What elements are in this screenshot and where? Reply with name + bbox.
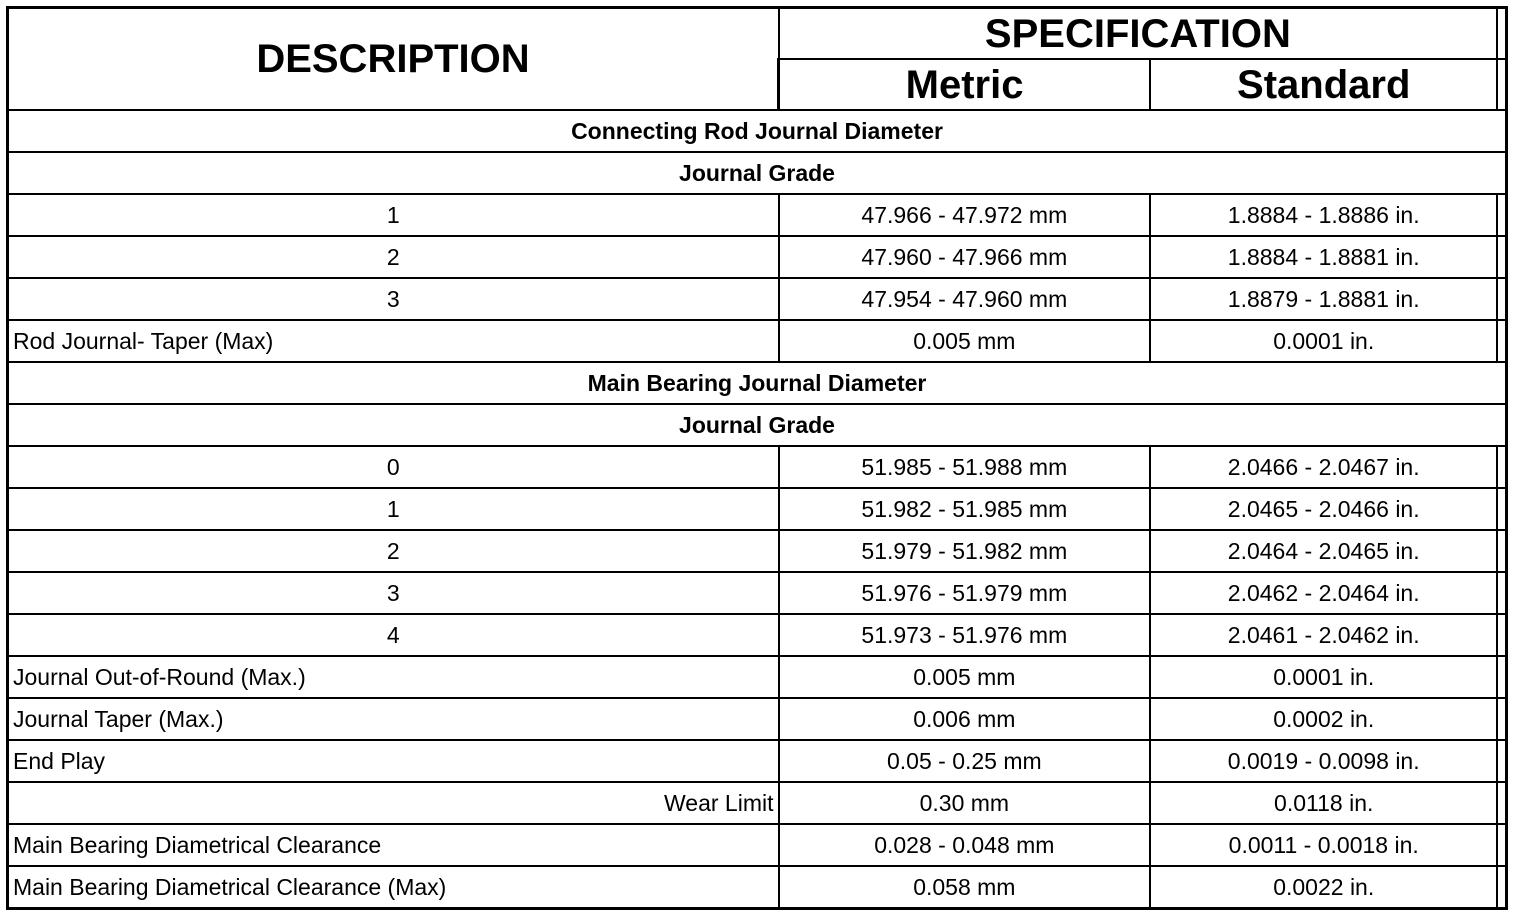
table-row — [8, 572, 1507, 614]
row-metric: 0.058 mm — [779, 866, 1151, 909]
row-standard: 0.0011 - 0.0018 in. — [1150, 824, 1497, 866]
row-metric: 0.05 - 0.25 mm — [779, 740, 1151, 782]
section-rod-journal-diameter: Connecting Rod Journal Diameter — [8, 110, 1507, 152]
section-main-journal-diameter: Main Bearing Journal Diameter — [8, 362, 1507, 404]
row-standard: 0.0001 in. — [1150, 320, 1497, 362]
row-standard: 0.0001 in. — [1150, 656, 1497, 698]
row-description: Journal Out-of-Round (Max.) — [8, 656, 779, 698]
row-description: 1 — [8, 194, 779, 236]
section-rod-journal-grade: Journal Grade — [8, 152, 1507, 194]
table-row — [8, 824, 1507, 866]
section-row — [8, 110, 1507, 152]
table-row — [8, 320, 1507, 362]
row-metric: 0.30 mm — [779, 782, 1151, 824]
row-standard: 0.0019 - 0.0098 in. — [1150, 740, 1497, 782]
section-row — [8, 362, 1507, 404]
edge-cell — [1497, 530, 1506, 572]
row-standard: 2.0466 - 2.0467 in. — [1150, 446, 1497, 488]
row-description: Main Bearing Diametrical Clearance — [8, 824, 779, 866]
row-standard: 1.8884 - 1.8881 in. — [1150, 236, 1497, 278]
row-description: Rod Journal- Taper (Max) — [8, 320, 779, 362]
row-metric: 0.006 mm — [779, 698, 1151, 740]
row-metric: 47.960 - 47.966 mm — [779, 236, 1151, 278]
row-description: Wear Limit — [8, 782, 779, 824]
edge-cell — [1497, 194, 1506, 236]
row-standard: 1.8884 - 1.8886 in. — [1150, 194, 1497, 236]
header-description: DESCRIPTION — [8, 8, 779, 111]
table-row — [8, 446, 1507, 488]
edge-cell — [1497, 782, 1506, 824]
row-description: 4 — [8, 614, 779, 656]
row-metric: 51.982 - 51.985 mm — [779, 488, 1151, 530]
row-description: 3 — [8, 572, 779, 614]
row-metric: 51.985 - 51.988 mm — [779, 446, 1151, 488]
edge-cell — [1497, 8, 1506, 60]
row-metric: 51.979 - 51.982 mm — [779, 530, 1151, 572]
row-metric: 47.966 - 47.972 mm — [779, 194, 1151, 236]
edge-cell — [1497, 278, 1506, 320]
table-row — [8, 278, 1507, 320]
header-metric: Metric — [779, 59, 1151, 110]
row-standard: 1.8879 - 1.8881 in. — [1150, 278, 1497, 320]
header-specification: SPECIFICATION — [779, 8, 1498, 60]
edge-cell — [1497, 446, 1506, 488]
edge-cell — [1497, 866, 1506, 909]
row-standard: 0.0022 in. — [1150, 866, 1497, 909]
edge-cell — [1497, 236, 1506, 278]
edge-cell — [1497, 740, 1506, 782]
row-metric: 0.005 mm — [779, 320, 1151, 362]
section-row — [8, 152, 1507, 194]
row-standard: 0.0002 in. — [1150, 698, 1497, 740]
table-row — [8, 236, 1507, 278]
edge-cell — [1497, 614, 1506, 656]
edge-cell — [1497, 824, 1506, 866]
edge-cell — [1497, 320, 1506, 362]
row-standard: 0.0118 in. — [1150, 782, 1497, 824]
section-main-journal-grade: Journal Grade — [8, 404, 1507, 446]
row-description: 2 — [8, 236, 779, 278]
edge-cell — [1497, 488, 1506, 530]
row-metric: 51.976 - 51.979 mm — [779, 572, 1151, 614]
row-metric: 0.028 - 0.048 mm — [779, 824, 1151, 866]
table-row — [8, 614, 1507, 656]
row-description: Journal Taper (Max.) — [8, 698, 779, 740]
row-standard: 2.0462 - 2.0464 in. — [1150, 572, 1497, 614]
edge-cell — [1497, 59, 1506, 110]
header-row-top — [8, 8, 1507, 60]
table-row — [8, 740, 1507, 782]
table-row — [8, 782, 1507, 824]
row-description: 0 — [8, 446, 779, 488]
specification-table — [6, 6, 1508, 910]
row-metric: 51.973 - 51.976 mm — [779, 614, 1151, 656]
row-description: Main Bearing Diametrical Clearance (Max) — [8, 866, 779, 909]
row-description: End Play — [8, 740, 779, 782]
row-description: 1 — [8, 488, 779, 530]
edge-cell — [1497, 698, 1506, 740]
table-row — [8, 194, 1507, 236]
section-row — [8, 404, 1507, 446]
row-standard: 2.0461 - 2.0462 in. — [1150, 614, 1497, 656]
row-standard: 2.0464 - 2.0465 in. — [1150, 530, 1497, 572]
row-description: 3 — [8, 278, 779, 320]
table-row — [8, 866, 1507, 909]
table-row — [8, 698, 1507, 740]
edge-cell — [1497, 572, 1506, 614]
row-description: 2 — [8, 530, 779, 572]
table-row — [8, 530, 1507, 572]
row-metric: 47.954 - 47.960 mm — [779, 278, 1151, 320]
table-row — [8, 488, 1507, 530]
row-metric: 0.005 mm — [779, 656, 1151, 698]
header-standard: Standard — [1150, 59, 1497, 110]
table-row — [8, 656, 1507, 698]
row-standard: 2.0465 - 2.0466 in. — [1150, 488, 1497, 530]
edge-cell — [1497, 656, 1506, 698]
